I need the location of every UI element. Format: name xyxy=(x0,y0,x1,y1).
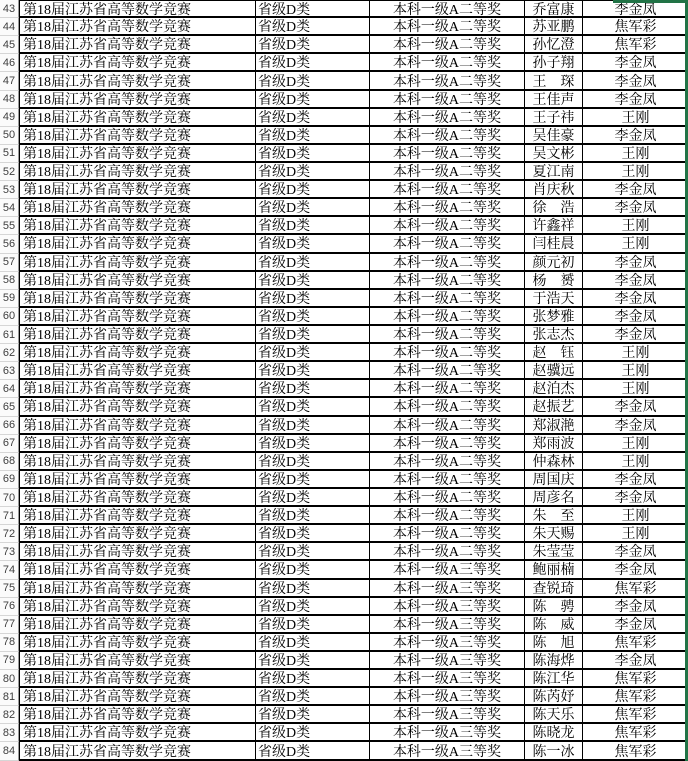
cell-teacher-name[interactable]: 李金凤 xyxy=(583,543,688,561)
cell-competition-name[interactable]: 第18届江苏省高等数学竞赛 xyxy=(19,580,256,598)
cell-teacher-name[interactable]: 李金凤 xyxy=(583,127,688,145)
cell-level-category[interactable]: 省级D类 xyxy=(256,724,370,742)
table-row xyxy=(0,417,688,435)
cell-competition-name[interactable]: 第18届江苏省高等数学竞赛 xyxy=(19,145,256,163)
cell-award[interactable]: 本科一级A二等奖 xyxy=(370,362,525,380)
table-row xyxy=(0,706,688,724)
row-number-header[interactable]: 73 xyxy=(0,543,19,561)
row-number-header[interactable]: 65 xyxy=(0,398,19,416)
row-number-header[interactable]: 46 xyxy=(0,54,19,72)
row-number-header[interactable]: 61 xyxy=(0,326,19,344)
cell-award[interactable]: 本科一级A二等奖 xyxy=(370,235,525,253)
cell-competition-name[interactable]: 第18届江苏省高等数学竞赛 xyxy=(19,380,256,398)
cell-award[interactable]: 本科一级A三等奖 xyxy=(370,688,525,706)
cell-competition-name[interactable]: 第18届江苏省高等数学竞赛 xyxy=(19,398,256,416)
cell-teacher-name[interactable]: 焦军彩 xyxy=(583,18,688,36)
table-row xyxy=(0,127,688,145)
cell-competition-name[interactable]: 第18届江苏省高等数学竞赛 xyxy=(19,453,256,471)
row-number-header[interactable]: 79 xyxy=(0,652,19,670)
cell-competition-name[interactable]: 第18届江苏省高等数学竞赛 xyxy=(19,598,256,616)
table-row xyxy=(0,18,688,36)
cell-level-category[interactable]: 省级D类 xyxy=(256,72,370,90)
table-row xyxy=(0,435,688,453)
cell-student-name[interactable]: 徐 浩 xyxy=(525,199,583,217)
cell-teacher-name[interactable]: 王刚 xyxy=(583,525,688,543)
cell-student-name[interactable]: 仲森林 xyxy=(525,453,583,471)
cell-competition-name[interactable]: 第18届江苏省高等数学竞赛 xyxy=(19,235,256,253)
table-row xyxy=(0,525,688,543)
cell-teacher-name[interactable]: 王刚 xyxy=(583,217,688,235)
cell-level-category[interactable]: 省级D类 xyxy=(256,145,370,163)
cell-student-name[interactable]: 王 琛 xyxy=(525,72,583,90)
cell-competition-name[interactable]: 第18届江苏省高等数学竞赛 xyxy=(19,109,256,127)
table-row xyxy=(0,0,688,18)
cell-student-name[interactable]: 吴佳豪 xyxy=(525,127,583,145)
cell-student-name[interactable]: 朱莹莹 xyxy=(525,543,583,561)
cell-competition-name[interactable]: 第18届江苏省高等数学竞赛 xyxy=(19,706,256,724)
row-number-header[interactable]: 78 xyxy=(0,634,19,652)
row-number-header[interactable]: 62 xyxy=(0,344,19,362)
cell-competition-name[interactable]: 第18届江苏省高等数学竞赛 xyxy=(19,18,256,36)
cell-competition-name[interactable]: 第18届江苏省高等数学竞赛 xyxy=(19,54,256,72)
table-row xyxy=(0,507,688,525)
table-row xyxy=(0,670,688,688)
cell-teacher-name[interactable]: 王刚 xyxy=(583,380,688,398)
cell-level-category[interactable]: 省级D类 xyxy=(256,127,370,145)
cell-student-name[interactable]: 杨 赟 xyxy=(525,272,583,290)
cell-level-category[interactable]: 省级D类 xyxy=(256,254,370,272)
cell-level-category[interactable]: 省级D类 xyxy=(256,199,370,217)
cell-award[interactable]: 本科一级A二等奖 xyxy=(370,217,525,235)
cell-student-name[interactable]: 朱 至 xyxy=(525,507,583,525)
cell-award[interactable]: 本科一级A三等奖 xyxy=(370,598,525,616)
row-number-header[interactable]: 67 xyxy=(0,435,19,453)
cell-award[interactable]: 本科一级A二等奖 xyxy=(370,91,525,109)
cell-award[interactable]: 本科一级A三等奖 xyxy=(370,561,525,579)
table-row xyxy=(0,91,688,109)
table-row xyxy=(0,489,688,507)
row-number-header[interactable]: 49 xyxy=(0,109,19,127)
table-row xyxy=(0,326,688,344)
cell-student-name[interactable]: 夏江南 xyxy=(525,163,583,181)
cell-competition-name[interactable]: 第18届江苏省高等数学竞赛 xyxy=(19,36,256,54)
cell-teacher-name[interactable]: 王刚 xyxy=(583,235,688,253)
cell-student-name[interactable]: 闫桂晨 xyxy=(525,235,583,253)
table-row xyxy=(0,688,688,706)
cell-level-category[interactable]: 省级D类 xyxy=(256,326,370,344)
cell-teacher-name[interactable]: 王刚 xyxy=(583,109,688,127)
table-row xyxy=(0,145,688,163)
cell-level-category[interactable]: 省级D类 xyxy=(256,598,370,616)
cell-competition-name[interactable]: 第18届江苏省高等数学竞赛 xyxy=(19,326,256,344)
cell-award[interactable]: 本科一级A二等奖 xyxy=(370,380,525,398)
row-number-header[interactable]: 48 xyxy=(0,91,19,109)
cell-level-category[interactable]: 省级D类 xyxy=(256,344,370,362)
cell-student-name[interactable]: 陈天乐 xyxy=(525,706,583,724)
cell-level-category[interactable]: 省级D类 xyxy=(256,290,370,308)
row-number-header[interactable]: 43 xyxy=(0,0,19,18)
cell-level-category[interactable]: 省级D类 xyxy=(256,380,370,398)
cell-student-name[interactable]: 朱天赐 xyxy=(525,525,583,543)
table-row xyxy=(0,380,688,398)
row-number-header[interactable]: 44 xyxy=(0,18,19,36)
cell-award[interactable]: 本科一级A二等奖 xyxy=(370,72,525,90)
table-row xyxy=(0,580,688,598)
cell-award[interactable]: 本科一级A三等奖 xyxy=(370,670,525,688)
table-row xyxy=(0,616,688,634)
table-row xyxy=(0,453,688,471)
table-row xyxy=(0,398,688,416)
cell-student-name[interactable]: 张梦雅 xyxy=(525,308,583,326)
cell-student-name[interactable]: 赵骥远 xyxy=(525,362,583,380)
cell-award[interactable]: 本科一级A二等奖 xyxy=(370,308,525,326)
row-number-header[interactable]: 81 xyxy=(0,688,19,706)
cell-award[interactable]: 本科一级A二等奖 xyxy=(370,398,525,416)
cell-award[interactable]: 本科一级A三等奖 xyxy=(370,616,525,634)
cell-competition-name[interactable]: 第18届江苏省高等数学竞赛 xyxy=(19,362,256,380)
cell-competition-name[interactable]: 第18届江苏省高等数学竞赛 xyxy=(19,525,256,543)
cell-student-name[interactable]: 乔富康 xyxy=(525,0,583,18)
row-number-header[interactable]: 80 xyxy=(0,670,19,688)
cell-competition-name[interactable]: 第18届江苏省高等数学竞赛 xyxy=(19,217,256,235)
row-number-header[interactable]: 50 xyxy=(0,127,19,145)
table-row xyxy=(0,308,688,326)
row-number-header[interactable]: 45 xyxy=(0,36,19,54)
cell-teacher-name[interactable]: 李金凤 xyxy=(583,326,688,344)
cell-award[interactable]: 本科一级A二等奖 xyxy=(370,543,525,561)
row-number-header[interactable]: 57 xyxy=(0,254,19,272)
cell-student-name[interactable]: 孙子翔 xyxy=(525,54,583,72)
cell-student-name[interactable]: 赵泊杰 xyxy=(525,380,583,398)
cell-level-category[interactable]: 省级D类 xyxy=(256,362,370,380)
table-row xyxy=(0,362,688,380)
cell-competition-name[interactable]: 第18届江苏省高等数学竞赛 xyxy=(19,72,256,90)
row-number-header[interactable]: 69 xyxy=(0,471,19,489)
cell-teacher-name[interactable]: 李金凤 xyxy=(583,199,688,217)
cell-award[interactable]: 本科一级A二等奖 xyxy=(370,163,525,181)
row-number-header[interactable]: 60 xyxy=(0,308,19,326)
cell-level-category[interactable]: 省级D类 xyxy=(256,489,370,507)
table-row xyxy=(0,235,688,253)
cell-competition-name[interactable]: 第18届江苏省高等数学竞赛 xyxy=(19,742,256,760)
cell-teacher-name[interactable]: 王刚 xyxy=(583,145,688,163)
cell-student-name[interactable]: 苏亚鹏 xyxy=(525,18,583,36)
row-number-header[interactable]: 71 xyxy=(0,507,19,525)
table-row xyxy=(0,543,688,561)
cell-teacher-name[interactable]: 李金凤 xyxy=(583,471,688,489)
cell-award[interactable]: 本科一级A三等奖 xyxy=(370,724,525,742)
cell-competition-name[interactable]: 第18届江苏省高等数学竞赛 xyxy=(19,561,256,579)
table-row xyxy=(0,109,688,127)
cell-level-category[interactable]: 省级D类 xyxy=(256,471,370,489)
cell-competition-name[interactable]: 第18届江苏省高等数学竞赛 xyxy=(19,489,256,507)
cell-award[interactable]: 本科一级A二等奖 xyxy=(370,435,525,453)
table-row xyxy=(0,36,688,54)
cell-student-name[interactable]: 陈海烨 xyxy=(525,652,583,670)
table-row xyxy=(0,199,688,217)
cell-competition-name[interactable]: 第18届江苏省高等数学竞赛 xyxy=(19,91,256,109)
cell-award[interactable]: 本科一级A二等奖 xyxy=(370,36,525,54)
cell-student-name[interactable]: 肖庆秋 xyxy=(525,181,583,199)
table-row xyxy=(0,634,688,652)
row-number-header[interactable]: 68 xyxy=(0,453,19,471)
cell-level-category[interactable]: 省级D类 xyxy=(256,688,370,706)
cell-teacher-name[interactable]: 王刚 xyxy=(583,344,688,362)
table-row xyxy=(0,72,688,90)
row-number-header[interactable]: 84 xyxy=(0,742,19,760)
cell-award[interactable]: 本科一级A二等奖 xyxy=(370,525,525,543)
cell-level-category[interactable]: 省级D类 xyxy=(256,670,370,688)
cell-award[interactable]: 本科一级A二等奖 xyxy=(370,272,525,290)
row-number-header[interactable]: 58 xyxy=(0,272,19,290)
cell-teacher-name[interactable]: 李金凤 xyxy=(583,54,688,72)
cell-competition-name[interactable]: 第18届江苏省高等数学竞赛 xyxy=(19,199,256,217)
table-row xyxy=(0,471,688,489)
cell-level-category[interactable]: 省级D类 xyxy=(256,36,370,54)
cell-level-category[interactable]: 省级D类 xyxy=(256,272,370,290)
table-row xyxy=(0,561,688,579)
table-row xyxy=(0,598,688,616)
cell-student-name[interactable]: 陈江华 xyxy=(525,670,583,688)
cell-level-category[interactable]: 省级D类 xyxy=(256,525,370,543)
cell-teacher-name[interactable]: 王刚 xyxy=(583,507,688,525)
cell-teacher-name[interactable]: 李金凤 xyxy=(583,308,688,326)
row-number-header[interactable]: 77 xyxy=(0,616,19,634)
cell-award[interactable]: 本科一级A二等奖 xyxy=(370,326,525,344)
row-number-header[interactable]: 72 xyxy=(0,525,19,543)
cell-award[interactable]: 本科一级A二等奖 xyxy=(370,453,525,471)
row-number-header[interactable]: 52 xyxy=(0,163,19,181)
row-number-header[interactable]: 64 xyxy=(0,380,19,398)
cell-student-name[interactable]: 陈 旭 xyxy=(525,634,583,652)
row-number-header[interactable]: 51 xyxy=(0,145,19,163)
cell-student-name[interactable]: 赵振艺 xyxy=(525,398,583,416)
cell-teacher-name[interactable]: 李金凤 xyxy=(583,417,688,435)
cell-student-name[interactable]: 查锐琦 xyxy=(525,580,583,598)
table-row xyxy=(0,344,688,362)
row-number-header[interactable]: 47 xyxy=(0,72,19,90)
cell-teacher-name[interactable]: 焦军彩 xyxy=(583,634,688,652)
cell-award[interactable]: 本科一级A二等奖 xyxy=(370,109,525,127)
cell-level-category[interactable]: 省级D类 xyxy=(256,0,370,18)
cell-level-category[interactable]: 省级D类 xyxy=(256,507,370,525)
cell-award[interactable]: 本科一级A二等奖 xyxy=(370,290,525,308)
cell-competition-name[interactable]: 第18届江苏省高等数学竞赛 xyxy=(19,688,256,706)
cell-award[interactable]: 本科一级A二等奖 xyxy=(370,254,525,272)
cell-student-name[interactable]: 于浩天 xyxy=(525,290,583,308)
table-row xyxy=(0,724,688,742)
cell-teacher-name[interactable]: 王刚 xyxy=(583,362,688,380)
cell-teacher-name[interactable]: 李金凤 xyxy=(583,91,688,109)
cell-teacher-name[interactable]: 李金凤 xyxy=(583,652,688,670)
table-row xyxy=(0,652,688,670)
row-number-header[interactable]: 66 xyxy=(0,417,19,435)
cell-competition-name[interactable]: 第18届江苏省高等数学竞赛 xyxy=(19,127,256,145)
cell-student-name[interactable]: 周国庆 xyxy=(525,471,583,489)
cell-level-category[interactable]: 省级D类 xyxy=(256,742,370,760)
cell-level-category[interactable]: 省级D类 xyxy=(256,217,370,235)
table-row xyxy=(0,181,688,199)
cell-student-name[interactable]: 郑雨波 xyxy=(525,435,583,453)
cell-award[interactable]: 本科一级A三等奖 xyxy=(370,742,525,760)
cell-teacher-name[interactable]: 李金凤 xyxy=(583,0,688,18)
cell-award[interactable]: 本科一级A二等奖 xyxy=(370,507,525,525)
cell-teacher-name[interactable]: 焦军彩 xyxy=(583,724,688,742)
table-row xyxy=(0,290,688,308)
cell-award[interactable]: 本科一级A二等奖 xyxy=(370,127,525,145)
cell-teacher-name[interactable]: 王刚 xyxy=(583,163,688,181)
cell-level-category[interactable]: 省级D类 xyxy=(256,18,370,36)
selection-border-top xyxy=(613,0,688,3)
cell-competition-name[interactable]: 第18届江苏省高等数学竞赛 xyxy=(19,724,256,742)
cell-competition-name[interactable]: 第18届江苏省高等数学竞赛 xyxy=(19,290,256,308)
cell-competition-name[interactable]: 第18届江苏省高等数学竞赛 xyxy=(19,181,256,199)
cell-competition-name[interactable]: 第18届江苏省高等数学竞赛 xyxy=(19,308,256,326)
cell-level-category[interactable]: 省级D类 xyxy=(256,91,370,109)
cell-level-category[interactable]: 省级D类 xyxy=(256,181,370,199)
cell-award[interactable]: 本科一级A二等奖 xyxy=(370,471,525,489)
cell-student-name[interactable]: 陈晓龙 xyxy=(525,724,583,742)
cell-award[interactable]: 本科一级A二等奖 xyxy=(370,344,525,362)
cell-level-category[interactable]: 省级D类 xyxy=(256,398,370,416)
cell-student-name[interactable]: 陈芮妤 xyxy=(525,688,583,706)
cell-level-category[interactable]: 省级D类 xyxy=(256,652,370,670)
cell-teacher-name[interactable]: 李金凤 xyxy=(583,616,688,634)
cell-teacher-name[interactable]: 李金凤 xyxy=(583,254,688,272)
cell-award[interactable]: 本科一级A三等奖 xyxy=(370,706,525,724)
cell-student-name[interactable]: 赵 钰 xyxy=(525,344,583,362)
cell-award[interactable]: 本科一级A二等奖 xyxy=(370,489,525,507)
row-number-header[interactable]: 75 xyxy=(0,580,19,598)
cell-student-name[interactable]: 孙忆澄 xyxy=(525,36,583,54)
table-row xyxy=(0,163,688,181)
cell-student-name[interactable]: 许鑫祥 xyxy=(525,217,583,235)
cell-competition-name[interactable]: 第18届江苏省高等数学竞赛 xyxy=(19,344,256,362)
table-row xyxy=(0,742,688,760)
cell-competition-name[interactable]: 第18届江苏省高等数学竞赛 xyxy=(19,471,256,489)
cell-teacher-name[interactable]: 焦军彩 xyxy=(583,688,688,706)
cell-teacher-name[interactable]: 李金凤 xyxy=(583,598,688,616)
cell-level-category[interactable]: 省级D类 xyxy=(256,561,370,579)
cell-award[interactable]: 本科一级A二等奖 xyxy=(370,417,525,435)
cell-award[interactable]: 本科一级A二等奖 xyxy=(370,145,525,163)
row-number-header[interactable]: 82 xyxy=(0,706,19,724)
cell-award[interactable]: 本科一级A二等奖 xyxy=(370,18,525,36)
cell-teacher-name[interactable]: 焦军彩 xyxy=(583,580,688,598)
cell-teacher-name[interactable]: 焦军彩 xyxy=(583,706,688,724)
cell-student-name[interactable]: 颜元初 xyxy=(525,254,583,272)
cell-award[interactable]: 本科一级A三等奖 xyxy=(370,634,525,652)
cell-level-category[interactable]: 省级D类 xyxy=(256,580,370,598)
cell-level-category[interactable]: 省级D类 xyxy=(256,417,370,435)
cell-student-name[interactable]: 鲍丽楠 xyxy=(525,561,583,579)
cell-competition-name[interactable]: 第18届江苏省高等数学竞赛 xyxy=(19,543,256,561)
cell-teacher-name[interactable]: 焦军彩 xyxy=(583,36,688,54)
cell-student-name[interactable]: 张志杰 xyxy=(525,326,583,344)
row-number-header[interactable]: 83 xyxy=(0,724,19,742)
cell-competition-name[interactable]: 第18届江苏省高等数学竞赛 xyxy=(19,670,256,688)
cell-teacher-name[interactable]: 王刚 xyxy=(583,453,688,471)
cell-teacher-name[interactable]: 李金凤 xyxy=(583,72,688,90)
cell-competition-name[interactable]: 第18届江苏省高等数学竞赛 xyxy=(19,435,256,453)
cell-competition-name[interactable]: 第18届江苏省高等数学竞赛 xyxy=(19,272,256,290)
cell-teacher-name[interactable]: 焦军彩 xyxy=(583,742,688,760)
cell-student-name[interactable]: 陈 威 xyxy=(525,616,583,634)
cell-student-name[interactable]: 吴文彬 xyxy=(525,145,583,163)
row-number-header[interactable]: 70 xyxy=(0,489,19,507)
cell-teacher-name[interactable]: 李金凤 xyxy=(583,272,688,290)
table-row xyxy=(0,254,688,272)
cell-level-category[interactable]: 省级D类 xyxy=(256,706,370,724)
cell-teacher-name[interactable]: 李金凤 xyxy=(583,181,688,199)
row-number-header[interactable]: 76 xyxy=(0,598,19,616)
cell-teacher-name[interactable]: 王刚 xyxy=(583,435,688,453)
table-row xyxy=(0,54,688,72)
cell-competition-name[interactable]: 第18届江苏省高等数学竞赛 xyxy=(19,652,256,670)
row-number-header[interactable]: 74 xyxy=(0,561,19,579)
cell-level-category[interactable]: 省级D类 xyxy=(256,109,370,127)
cell-student-name[interactable]: 周彦名 xyxy=(525,489,583,507)
table-row xyxy=(0,272,688,290)
cell-teacher-name[interactable]: 李金凤 xyxy=(583,398,688,416)
cell-award[interactable]: 本科一级A二等奖 xyxy=(370,54,525,72)
cell-level-category[interactable]: 省级D类 xyxy=(256,163,370,181)
table-row xyxy=(0,217,688,235)
cell-competition-name[interactable]: 第18届江苏省高等数学竞赛 xyxy=(19,0,256,18)
cell-level-category[interactable]: 省级D类 xyxy=(256,616,370,634)
cell-teacher-name[interactable]: 李金凤 xyxy=(583,290,688,308)
cell-level-category[interactable]: 省级D类 xyxy=(256,634,370,652)
row-number-header[interactable]: 56 xyxy=(0,235,19,253)
cell-competition-name[interactable]: 第18届江苏省高等数学竞赛 xyxy=(19,163,256,181)
cell-competition-name[interactable]: 第18届江苏省高等数学竞赛 xyxy=(19,417,256,435)
cell-level-category[interactable]: 省级D类 xyxy=(256,54,370,72)
cell-competition-name[interactable]: 第18届江苏省高等数学竞赛 xyxy=(19,507,256,525)
cell-teacher-name[interactable]: 李金凤 xyxy=(583,489,688,507)
cell-award[interactable]: 本科一级A二等奖 xyxy=(370,0,525,18)
row-number-header[interactable]: 63 xyxy=(0,362,19,380)
cell-student-name[interactable]: 王佳声 xyxy=(525,91,583,109)
row-number-header[interactable]: 59 xyxy=(0,290,19,308)
cell-student-name[interactable]: 王子祎 xyxy=(525,109,583,127)
cell-student-name[interactable]: 郑淑滟 xyxy=(525,417,583,435)
cell-level-category[interactable]: 省级D类 xyxy=(256,453,370,471)
cell-award[interactable]: 本科一级A三等奖 xyxy=(370,652,525,670)
cell-award[interactable]: 本科一级A二等奖 xyxy=(370,199,525,217)
cell-teacher-name[interactable]: 焦军彩 xyxy=(583,670,688,688)
cell-student-name[interactable]: 陈 骋 xyxy=(525,598,583,616)
cell-level-category[interactable]: 省级D类 xyxy=(256,435,370,453)
row-number-header[interactable]: 53 xyxy=(0,181,19,199)
cell-level-category[interactable]: 省级D类 xyxy=(256,308,370,326)
cell-award[interactable]: 本科一级A二等奖 xyxy=(370,181,525,199)
cell-level-category[interactable]: 省级D类 xyxy=(256,235,370,253)
row-number-header[interactable]: 55 xyxy=(0,217,19,235)
row-number-header[interactable]: 54 xyxy=(0,199,19,217)
cell-award[interactable]: 本科一级A三等奖 xyxy=(370,580,525,598)
cell-competition-name[interactable]: 第18届江苏省高等数学竞赛 xyxy=(19,634,256,652)
cell-level-category[interactable]: 省级D类 xyxy=(256,543,370,561)
cell-student-name[interactable]: 陈一冰 xyxy=(525,742,583,760)
cell-teacher-name[interactable]: 李金凤 xyxy=(583,561,688,579)
cell-competition-name[interactable]: 第18届江苏省高等数学竞赛 xyxy=(19,616,256,634)
cell-competition-name[interactable]: 第18届江苏省高等数学竞赛 xyxy=(19,254,256,272)
